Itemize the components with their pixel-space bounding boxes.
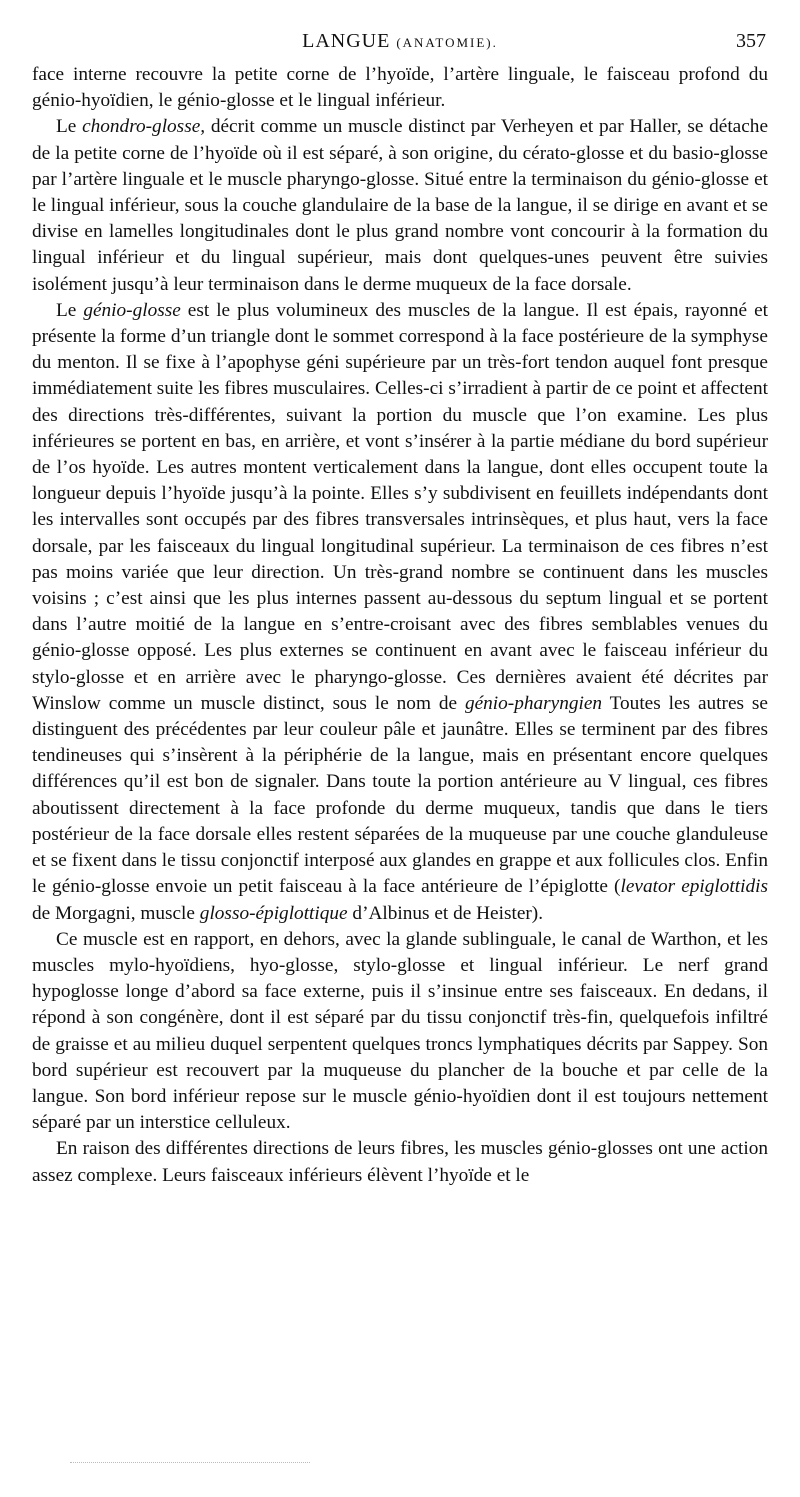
text-run: Le [56, 299, 84, 321]
paragraph [32, 927, 768, 1137]
italic-term: levator epiglottidis [620, 876, 768, 898]
text-run: Ce muscle est en rapport, en dehors, avec la glande sublinguale, le canal de Warthon, et les muscles mylo-hyoïdiens, hyo-glosse, stylo-glosse et lingual inférieur. Le nerf grand hypoglosse longe d’abord sa face externe, puis il s’insinue entre ses faisceaux. En dedans, il répond à son congénère, dont il est séparé par du tissu conjonctif très-fin, quelquefois infiltré de graisse et au milieu duquel serpentent quelques troncs lymphatiques décrits par Sappey. Son bord supérieur est recouvert par la muqueuse du plancher de la bouche et par celle de la langue. Son bord inférieur repose sur le muscle génio-hyoïdien dont il est toujours nettement séparé par un interstice celluleux. [32, 928, 768, 1134]
italic-term: glosso-épiglottique [199, 902, 348, 924]
body-text [32, 62, 768, 1189]
text-run: est le plus volumineux des muscles de la langue. Il est épais, rayonné et présente la forme d’un triangle dont le sommet correspond à la face postérieure de la symphyse du menton. Il se fixe à l’apophyse géni supérieure par un très-fort tendon auquel font presque immédiatement suite les fibres musculaires. Celles-ci s’irradient à partir de ce point et affectent des directions très-différentes, suivant la portion du muscle que l’on examine. Les plus inférieures se portent en bas, en arrière, et vont s’insérer à la partie médiane du bord supérieur de l’os hyoïde. Les autres montent verticalement dans la langue, dont elles occupent toute la longueur depuis l’hyoïde jusqu’à la pointe. Elles s’y subdivisent en feuillets indépendants dont les intervalles sont occupés par des fibres transversales intrinsèques, et plus haut, vers la face dorsale, par les faisceaux du lingual longitudinal supérieur. La terminaison de ces fibres n’est pas moins variée que leur direction. Un très-grand nombre se continuent dans les muscles voisins ; c’est ainsi que les plus internes passent au-dessous du septum lingual et se portent dans l’autre moitié de la langue en s’entre-croisant avec des fibres semblables venues du génio-glosse opposé. Les plus externes se continuent en avant avec le faisceau inférieur du stylo-glosse et en arrière avec le pharyngo-glosse. Ces dernières avaient été décrites par Winslow comme un muscle distinct, sous le nom de [32, 299, 768, 714]
text-run: décrit comme un muscle distinct par Verheyen et par Haller, se détache de la petite corne de l’hyoïde où il est séparé, à son origine, du cérato-glosse et du basio-glosse par l’artère linguale et le muscle pharyngo-glosse. Situé entre la terminaison du génio-glosse et le lingual inférieur, sous la couche glandulaire de la base de la langue, il se dirige en avant et se divise en lamelles longitudinales dont le plus grand nombre vont concourir à la formation du lingual inférieur et du lingual supérieur, mais dont quelques-unes peuvent être suivies isolément jusqu’à leur terminaison dans le derme muqueux de la face dorsale. [32, 116, 768, 295]
paragraph [32, 298, 768, 927]
italic-term: génio-glosse [83, 299, 181, 321]
running-header [32, 30, 768, 58]
text-run: Le [56, 116, 83, 138]
page-number: 357 [736, 30, 766, 52]
text-run: En raison des différentes directions de leurs fibres, les muscles génio-glosses ont une action assez complexe. Leurs faisceaux inférieurs élèvent l’hyoïde et le [32, 1138, 768, 1186]
text-run: de Morgagni, muscle [32, 902, 200, 924]
text-run: d’Albinus et de Heister). [347, 902, 544, 924]
running-title [32, 30, 768, 53]
italic-term: chondro-glosse, [82, 116, 206, 138]
paragraph [32, 62, 768, 114]
italic-term: génio-pharyngien [464, 692, 603, 714]
text-run: face interne recouvre la petite corne de l’hyoïde, l’artère linguale, le faisceau profond du génio-hyoïdien, le génio-glosse et le lingual inférieur. [32, 64, 768, 112]
paragraph [32, 1136, 768, 1188]
text-run: Toutes les autres se distinguent des précédentes par leur couleur pâle et jaunâtre. Elles se terminent par des fibres tendineuses qui s’insèrent à la périphérie de la langue, mais en présentant encore quelques différences qu’il est bon de signaler. Dans toute la portion antérieure au V lingual, ces fibres aboutissent directement à la face profonde du derme muqueux, tandis que dans le tiers postérieur de la face dorsale elles restent séparées de la muqueuse par une couche glanduleuse et se fixent dans le tissu conjonctif interposé aux glandes en grappe et aux follicules clos. Enfin le génio-glosse envoie un petit faisceau à la face antérieure de l’épiglotte ( [32, 692, 768, 898]
footer-rule [70, 1462, 310, 1463]
paragraph [32, 114, 768, 297]
title-main: LANGUE [302, 30, 391, 52]
title-sub: (ANATOMIE). [396, 35, 498, 50]
